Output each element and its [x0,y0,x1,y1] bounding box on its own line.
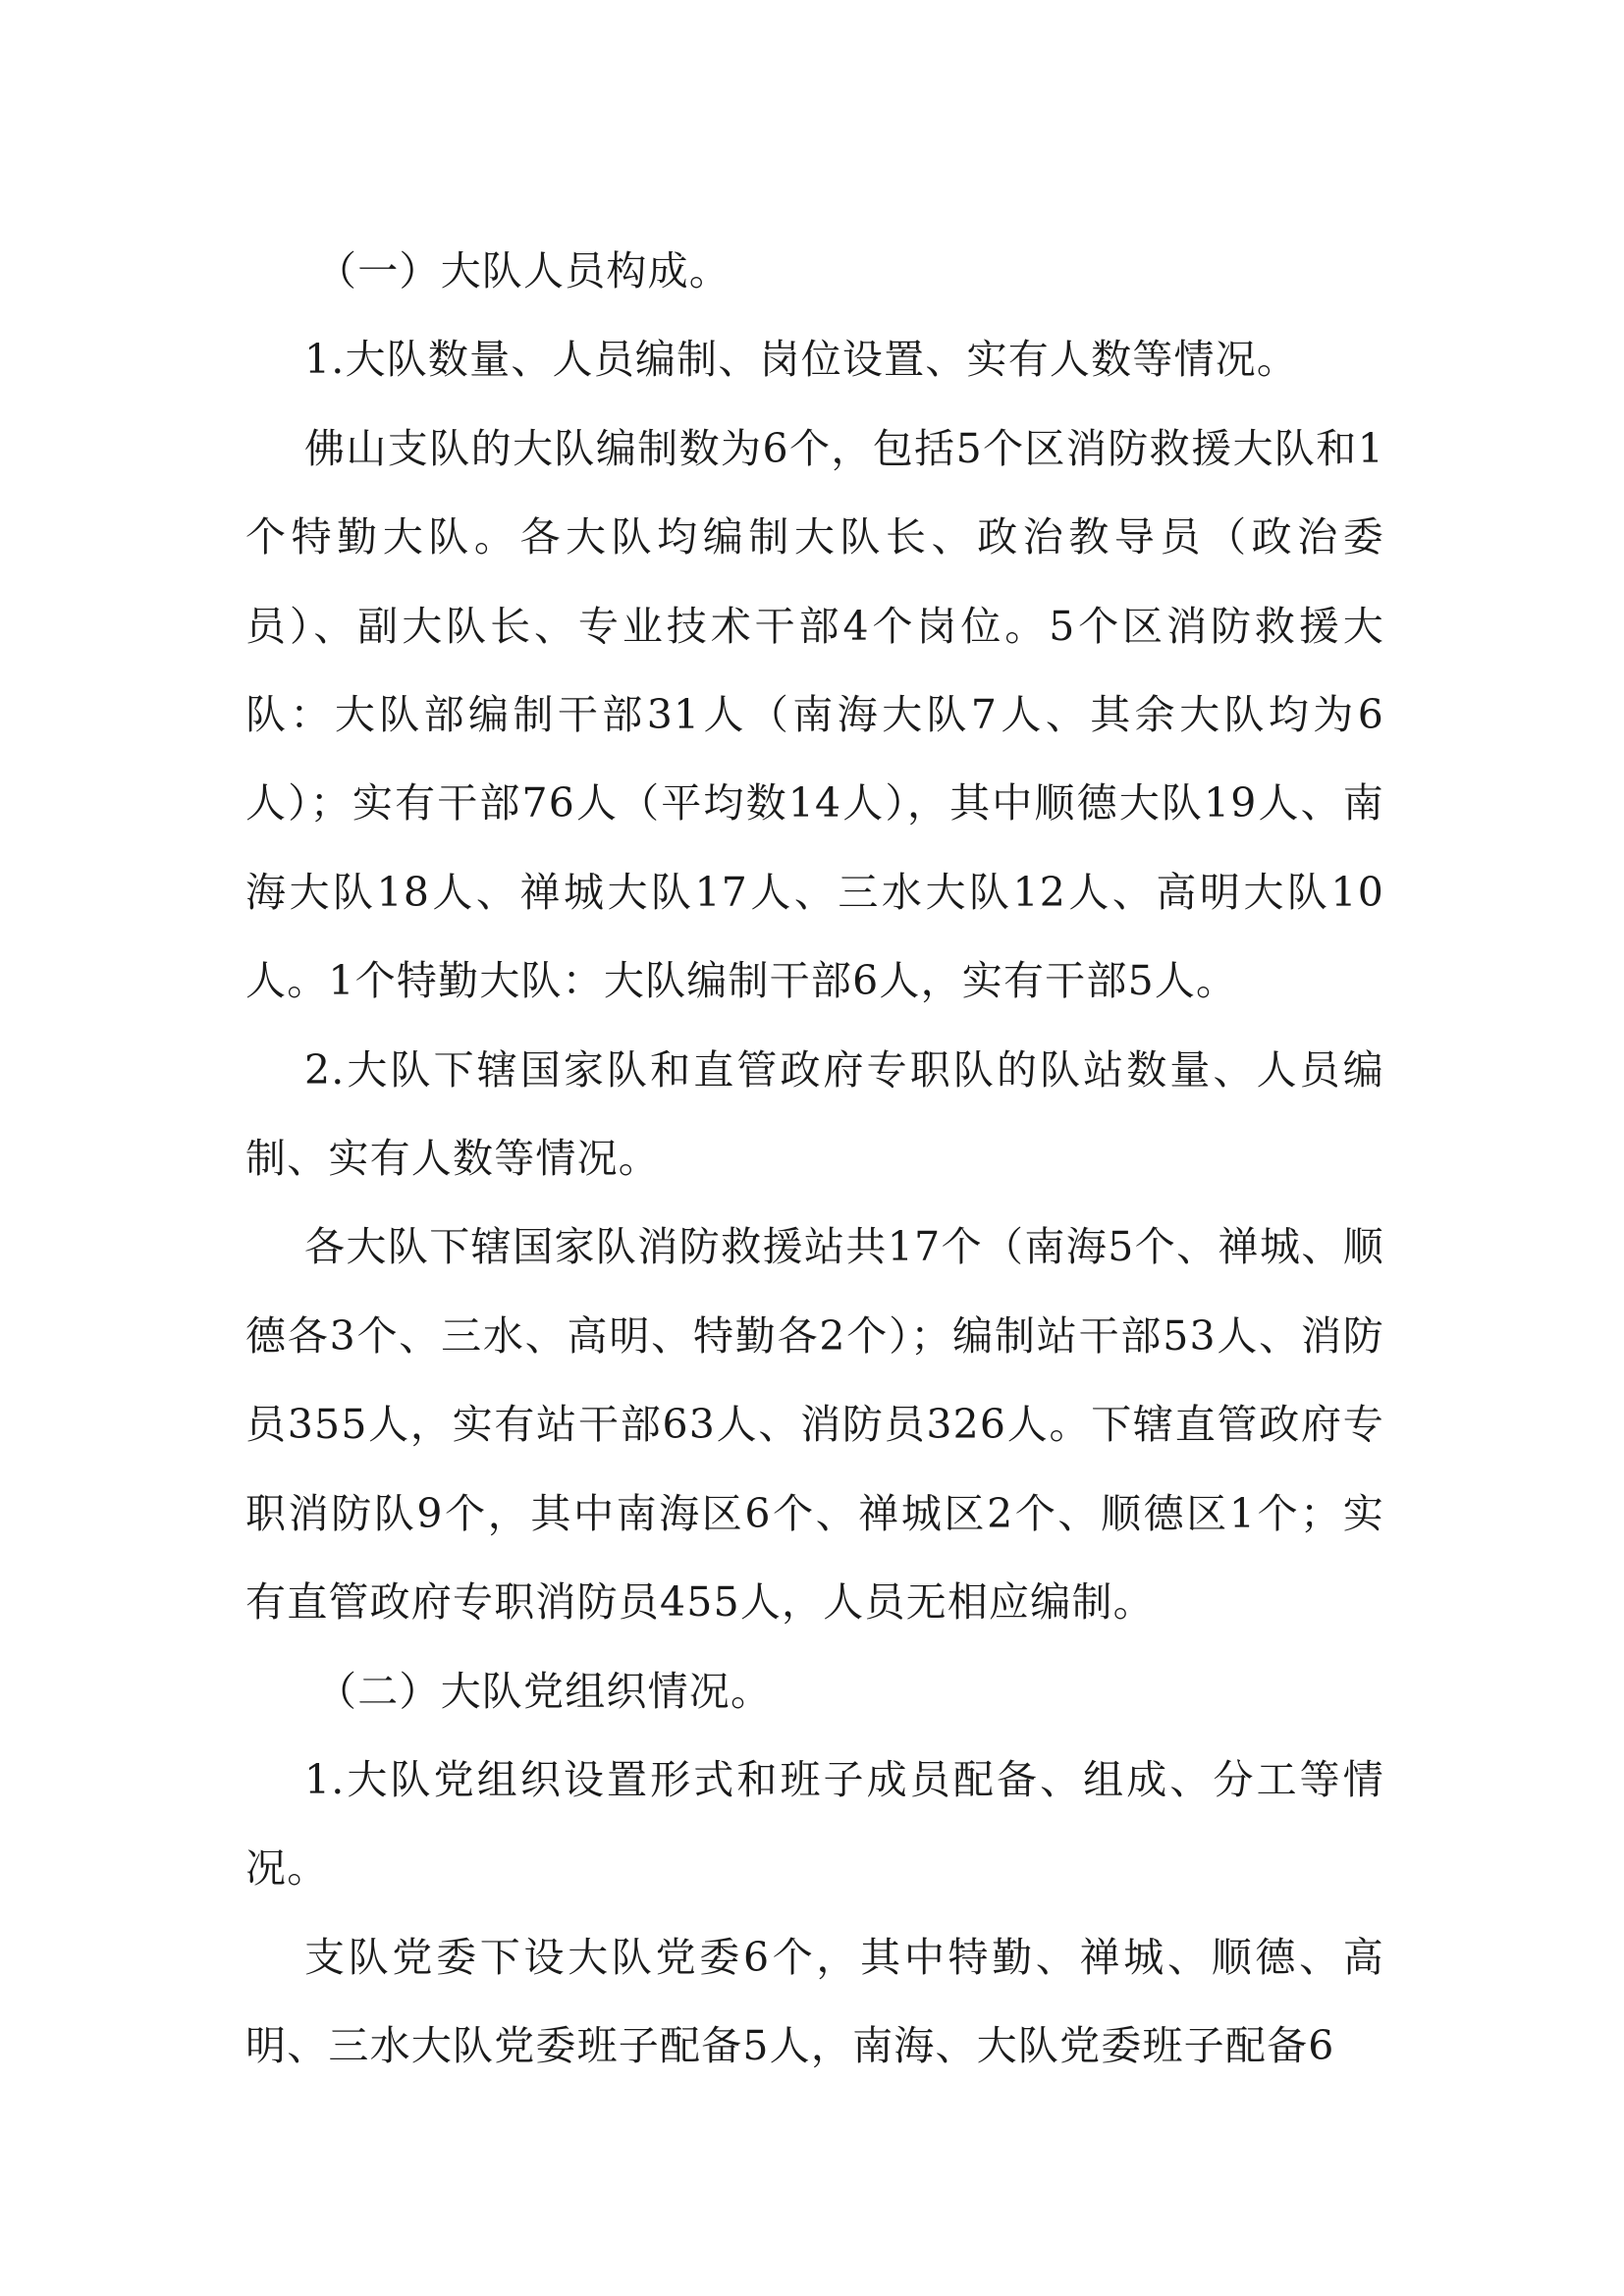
paragraph-station-staffing: 各大队下辖国家队消防救援站共17个（南海5个、禅城、顺德各3个、三水、高明、特勤各2个）；编制站干部53人、消防员355人，实有站干部63人、消防员326人。下辖直管政府专职消防队9个，其中南海区6个、禅城区2个、顺德区1个；实有直管政府专职消防员455人，人员无相应编制。 [245,1223,1384,1627]
section-heading-personnel: （一）大队人员构成。 [316,247,731,294]
subitem-1-party-setup: 1.大队党组织设置形式和班子成员配备、组成、分工等情况。 [245,1755,1384,1893]
section-heading-party-organization: （二）大队党组织情况。 [316,1667,773,1715]
subitem-2-station-count: 2.大队下辖国家队和直管政府专职队的队站数量、人员编制、实有人数等情况。 [245,1045,1384,1183]
paragraph-brigade-staffing: 佛山支队的大队编制数为6个，包括5个区消防救援大队和1个特勤大队。各大队均编制大队长、政治教导员（政治委员）、副大队长、专业技术干部4个岗位。5个区消防救援大队：大队部编制干部31人（南海大队7人、其余大队均为6人）；实有干部76人（平均数14人），其中顺德大队19人、南海大队18人、禅城大队17人、三水大队12人、高明大队10人。1个特勤大队：大队编制干部6人，实有干部5人。 [245,424,1384,1005]
paragraph-party-committees: 支队党委下设大队党委6个，其中特勤、禅城、顺德、高明、三水大队党委班子配备5人，南海、大队党委班子配备6 [245,1933,1384,2070]
subitem-1-brigade-count: 1.大队数量、人员编制、岗位设置、实有人数等情况。 [304,336,1299,384]
document-body [245,227,1384,2091]
